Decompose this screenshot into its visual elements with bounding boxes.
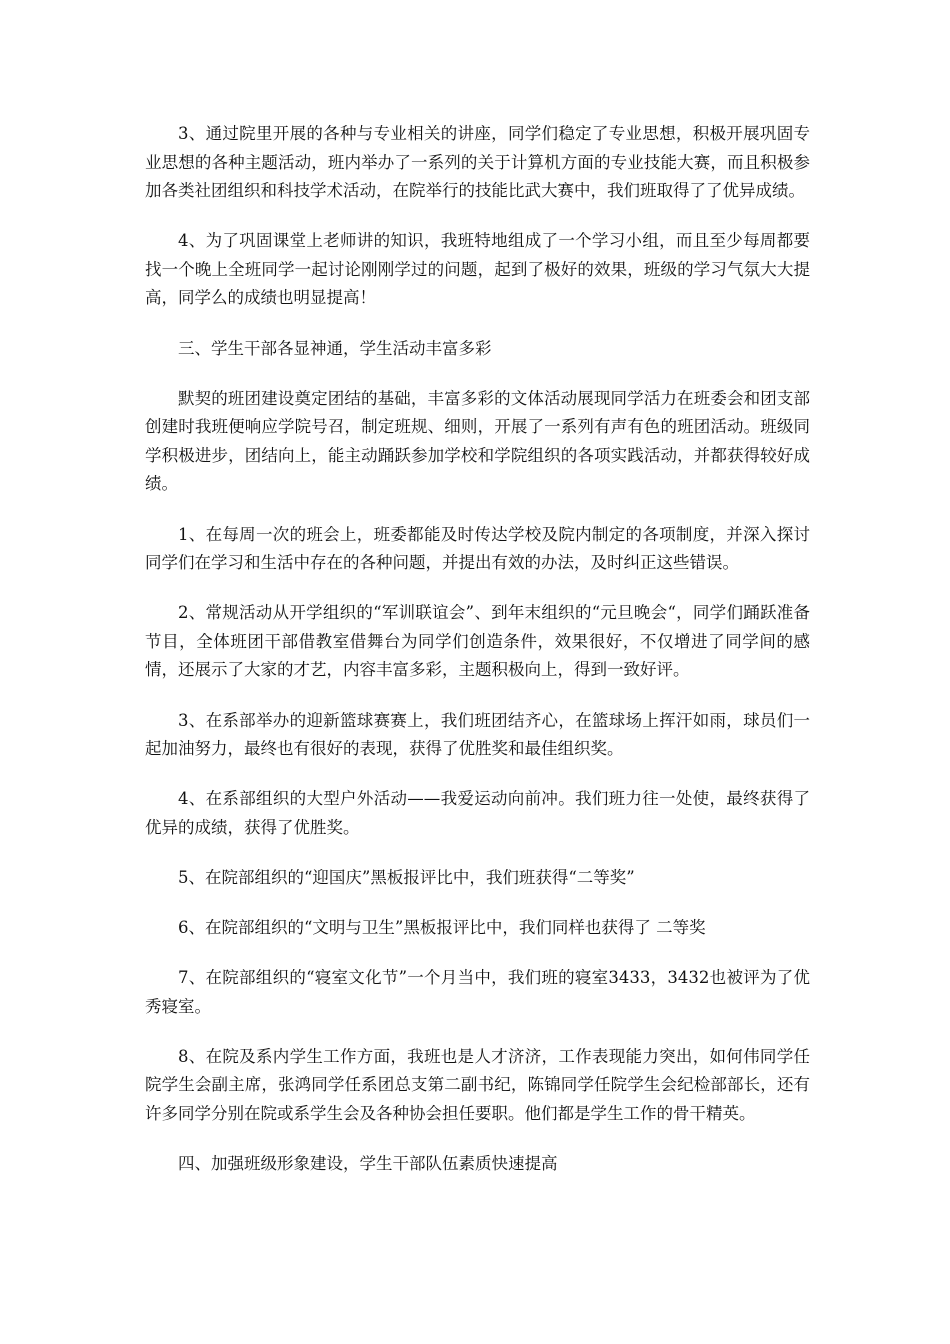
paragraph-item5-blackboard: 5、在院部组织的“迎国庆”黑板报评比中，我们班获得“二等奖” [178, 867, 635, 887]
paragraph-item2-regular-activities: 2、常规活动从开学组织的“军训联谊会”、到年末组织的“元旦晚会“，同学们踊跃准备节目，全体班团干部借教室借舞台为同学们创造条件，效果很好，不仅增进了同学间的感情，还展示了大家的才艺，内容丰富多彩，主题积极向上，得到一致好评。 [145, 603, 810, 680]
paragraph-item4-study-group: 4、为了巩固课堂上老师讲的知识，我班特地组成了一个学习小组，而且至少每周都要找一个晚上全班同学一起讨论刚刚学过的问题，起到了极好的效果，班级的学习气氛大大提高，同学么的成绩也明显提高！ [145, 231, 810, 308]
paragraph-item4-outdoor: 4、在系部组织的大型户外活动——我爱运动向前冲。我们班力往一处使，最终获得了优异的成绩，获得了优胜奖。 [145, 789, 810, 837]
paragraph-item1-class-meeting: 1、在每周一次的班会上，班委都能及时传达学校及院内制定的各项制度，并深入探讨同学们在学习和生活中存在的各种问题，并提出有效的办法，及时纠正这些错误。 [145, 524, 810, 573]
paragraph-item6-blackboard: 6、在院部组织的“文明与卫生”黑板报评比中，我们同样也获得了 二等奖 [178, 917, 706, 937]
section-heading-4: 四、加强班级形象建设，学生干部队伍素质快速提高 [178, 1154, 558, 1174]
paragraph-item8-student-work: 8、在院及系内学生工作方面，我班也是人才济济，工作表现能力突出，如何伟同学任院学生会副主席，张鸿同学任系团总支第二副书纪，陈锦同学任院学生会纪检部部长，还有许多同学分别在院或系学生会及各种协会担任要职。他们都是学生工作的骨干精英。 [145, 1046, 810, 1123]
paragraph-class-building: 默契的班团建设奠定团结的基础，丰富多彩的文体活动展现同学活力在班委会和团支部创建时我班便响应学院号召，制定班规、细则，开展了一系列有声有色的班团活动。班级同学积极进步，团结向上，能主动踊跃参加学校和学院组织的各项实践活动，并都获得较好成绩。 [145, 388, 810, 494]
paragraph-item3-basketball: 3、在系部举办的迎新篮球赛赛上，我们班团结齐心，在篮球场上挥汗如雨，球员们一起加油努力，最终也有很好的表现，获得了优胜奖和最佳组织奖。 [145, 710, 810, 759]
document-page [145, 120, 810, 1200]
paragraph-item3-lectures: 3、通过院里开展的各种与专业相关的讲座，同学们稳定了专业思想，积极开展巩固专业思想的各种主题活动，班内举办了一系列的关于计算机方面的专业技能大赛，而且积极参加各类社团组织和科技学术活动，在院举行的技能比武大赛中，我们班取得了了优异成绩。 [145, 124, 810, 201]
section-heading-3: 三、学生干部各显神通，学生活动丰富多彩 [178, 338, 492, 358]
paragraph-item7-dormitory: 7、在院部组织的“寝室文化节”一个月当中，我们班的寝室3433，3432也被评为了优秀寝室。 [145, 968, 810, 1016]
